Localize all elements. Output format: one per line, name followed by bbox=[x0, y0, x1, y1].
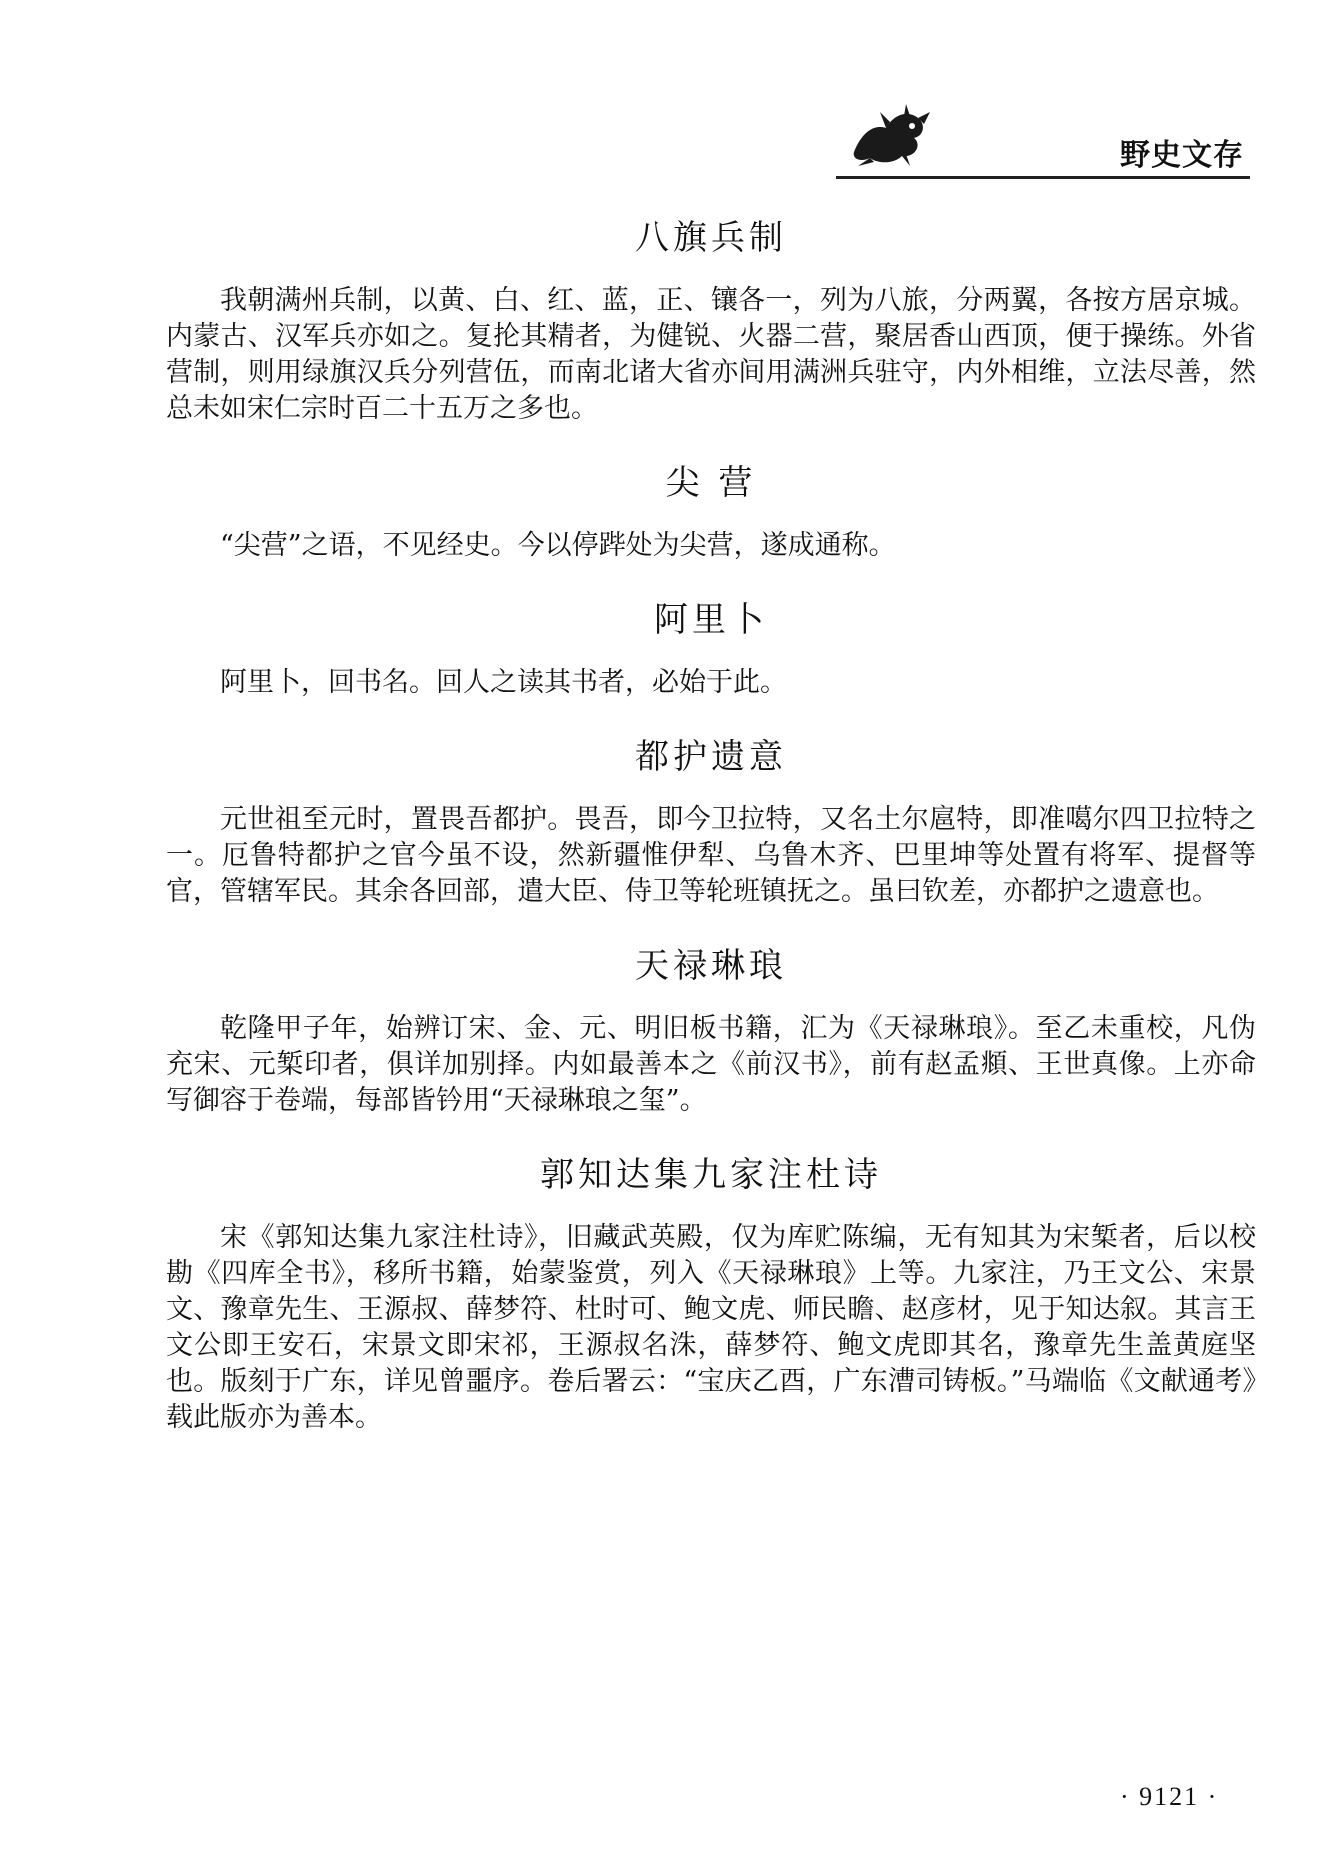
section-body: 我朝满州兵制，以黄、白、红、蓝，正、镶各一，列为八旅，分两翼，各按方居京城。内蒙古、汉军兵亦如之。复抡其精者，为健锐、火器二营，聚居香山西顶，便于操练。外省营制，则用绿旗汉兵分列营伍，而南北诸大省亦间用满洲兵驻守，内外相维，立法尽善，然总未如宋仁宗时百二十五万之多也。 bbox=[166, 285, 1256, 424]
page-content bbox=[166, 210, 1256, 1464]
section-title: 尖 营 bbox=[665, 463, 757, 503]
section-alibu bbox=[166, 592, 1256, 701]
section-baqi-bingzhi bbox=[166, 210, 1256, 427]
section-jianying bbox=[166, 455, 1256, 564]
running-header bbox=[836, 100, 1250, 180]
section-title: 郭知达集九家注杜诗 bbox=[540, 1155, 882, 1195]
section-title: 八旗兵制 bbox=[635, 218, 787, 258]
section-body: 宋《郭知达集九家注杜诗》，旧藏武英殿，仅为库贮陈编，无有知其为宋椠者，后以校勘《四库全书》，移所书籍，始蒙鉴赏，列入《天禄琳琅》上等。九家注，乃王文公、宋景文、豫章先生、王源叔、薛梦符、杜时可、鲍文虎、师民瞻、赵彦材，见于知达叙。其言王文公即王安石，宋景文即宋祁，王源叔名洙，薛梦符、鲍文虎即其名，豫章先生盖黄庭坚也。版刻于广东，详见曾噩序。卷后署云：“宝庆乙酉，广东漕司铸板。”马端临《文献通考》载此版亦为善本。 bbox=[166, 1222, 1256, 1433]
header-rule bbox=[836, 176, 1250, 179]
section-guo-zhida bbox=[166, 1147, 1256, 1436]
section-duhu-yiyi bbox=[166, 729, 1256, 910]
section-tianlu-linlang bbox=[166, 938, 1256, 1119]
dragon-icon bbox=[844, 102, 934, 168]
section-title: 阿里卜 bbox=[654, 600, 768, 640]
section-body: 元世祖至元时，置畏吾都护。畏吾，即今卫拉特，又名土尔扈特，即准噶尔四卫拉特之一。厄鲁特都护之官今虽不设，然新疆惟伊犁、乌鲁木齐、巴里坤等处置有将军、提督等官，管辖军民。其余各回部，遣大臣、侍卫等轮班镇抚之。虽曰钦差，亦都护之遗意也。 bbox=[166, 804, 1256, 907]
section-body: “尖营”之语，不见经史。今以停跸处为尖营，遂成通称。 bbox=[220, 530, 896, 561]
section-title: 天禄琳琅 bbox=[635, 946, 787, 986]
section-body: 阿里卜，回书名。回人之读其书者，必始于此。 bbox=[220, 667, 787, 698]
section-title: 都护遗意 bbox=[635, 737, 787, 777]
page-number: · 9121 · bbox=[1120, 1782, 1219, 1811]
series-title: 野史文存 bbox=[1120, 138, 1244, 173]
section-body: 乾隆甲子年，始辨订宋、金、元、明旧板书籍，汇为《天禄琳琅》。至乙未重校，凡伪充宋、元椠印者，俱详加别择。内如最善本之《前汉书》，前有赵孟頫、王世真像。上亦命写御容于卷端，每部皆钤用“天禄琳琅之玺”。 bbox=[166, 1013, 1256, 1116]
